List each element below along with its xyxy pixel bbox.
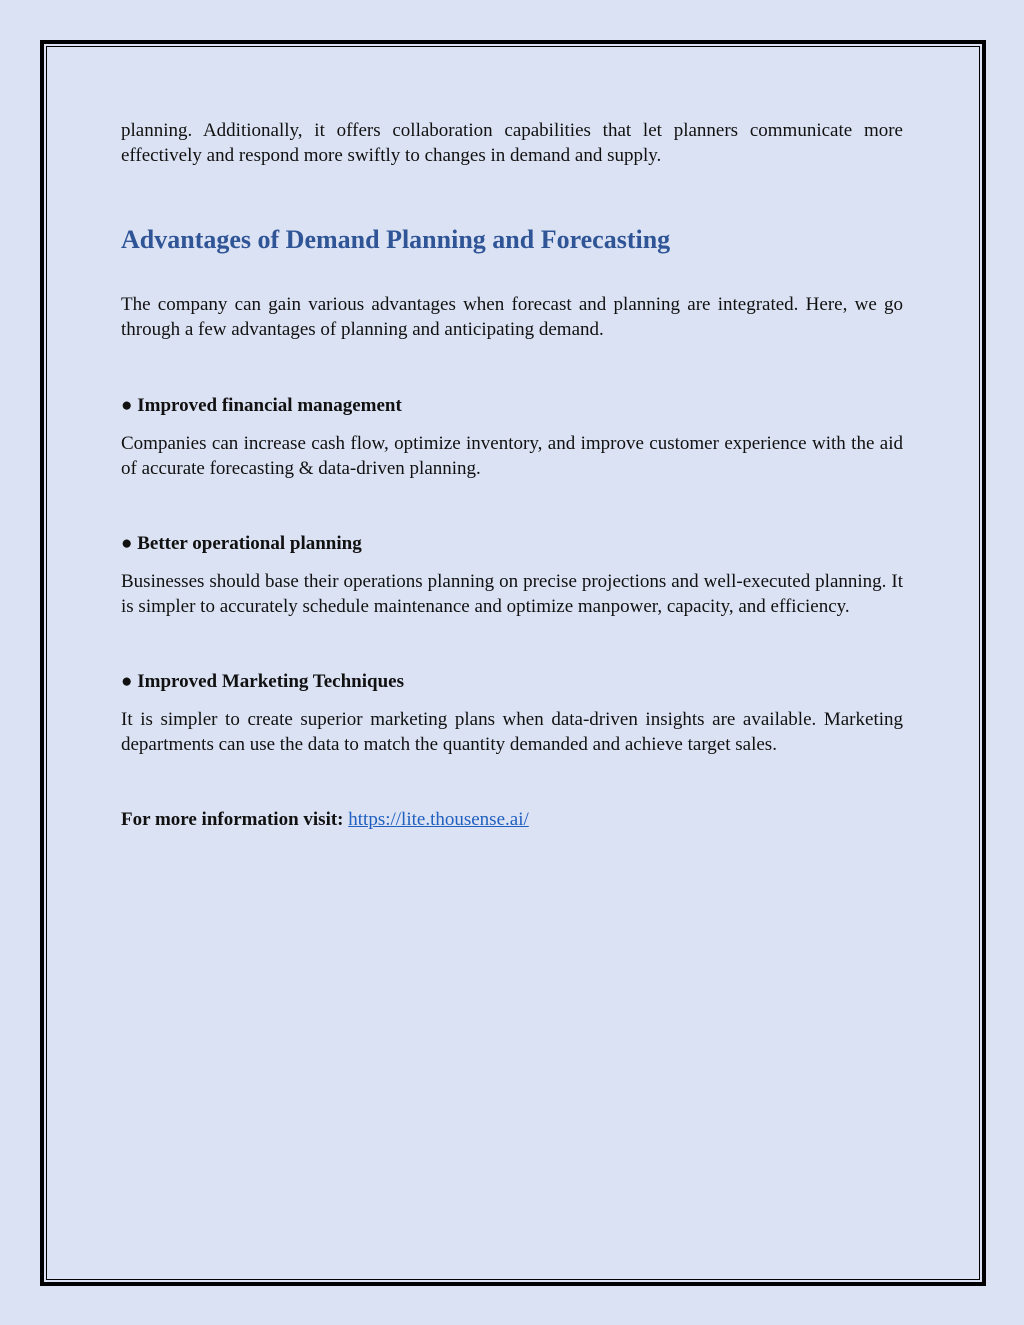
- section-marketing-techniques: [121, 669, 903, 757]
- section-body: It is simpler to create superior marketing plans when data-driven insights are available. Marketing departments can use the data to match the quantity demanded and achieve target sales.: [121, 709, 903, 755]
- more-info-label: For more information visit:: [121, 809, 344, 830]
- section-heading: ● Better operational planning: [121, 533, 362, 554]
- more-info-line: [121, 807, 903, 832]
- section-heading: ● Improved Marketing Techniques: [121, 671, 404, 692]
- section-financial-management: [121, 393, 903, 481]
- intro-paragraph: planning. Additionally, it offers collaboration capabilities that let planners communicate more effectively and respond more swiftly to changes in demand and supply.: [121, 120, 903, 166]
- more-info-link[interactable]: https://lite.thousense.ai/: [348, 809, 529, 830]
- document-content: [121, 118, 903, 832]
- lead-paragraph: The company can gain various advantages when forecast and planning are integrated. Here, we go through a few advantages of planning and anticipating demand.: [121, 294, 903, 340]
- section-body: Businesses should base their operations planning on precise projections and well-executed planning. It is simpler to accurately schedule maintenance and optimize manpower, capacity, and efficiency.: [121, 571, 903, 617]
- page-title: Advantages of Demand Planning and Forecasting: [121, 225, 671, 254]
- section-body: Companies can increase cash flow, optimize inventory, and improve customer experience with the aid of accurate forecasting & data-driven planning.: [121, 433, 903, 479]
- section-heading: ● Improved financial management: [121, 395, 402, 416]
- section-operational-planning: [121, 531, 903, 619]
